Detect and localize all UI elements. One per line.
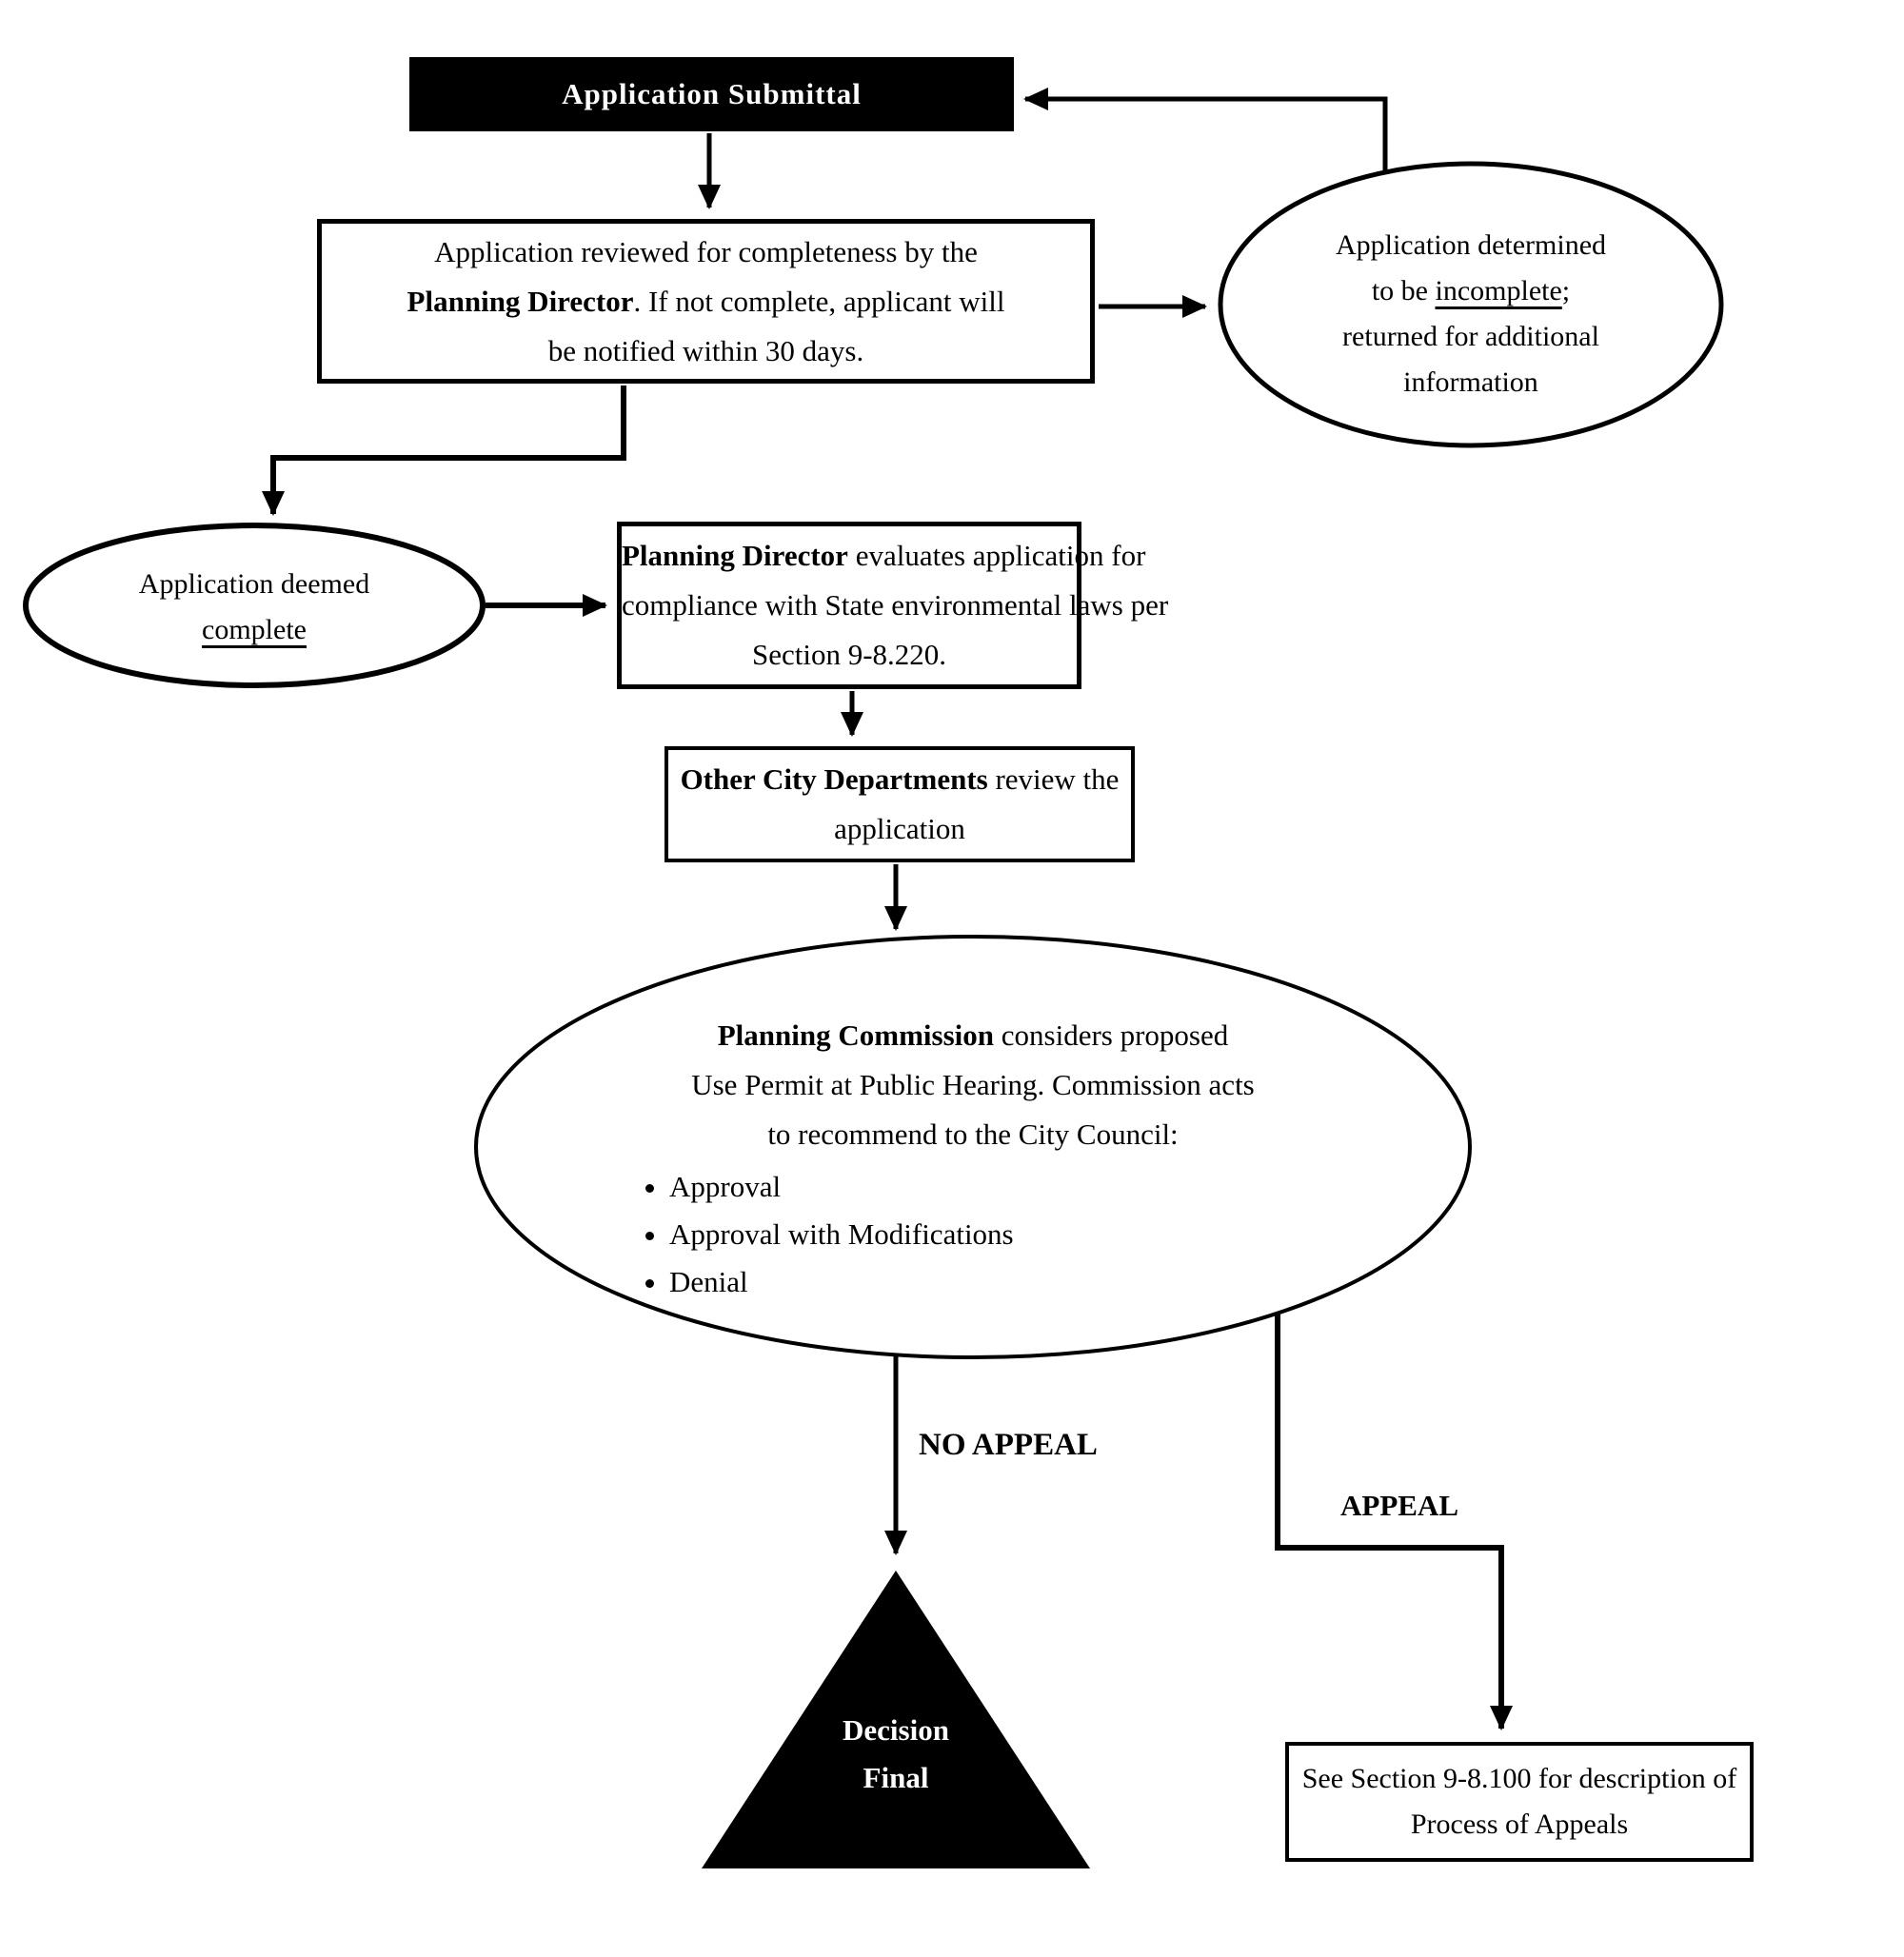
text-line: returned for additional bbox=[1342, 321, 1599, 352]
arrow-incomplete-to-submittal bbox=[1025, 99, 1385, 172]
text-line: Application reviewed for completeness by the bbox=[434, 234, 978, 268]
text-line: Final bbox=[863, 1761, 929, 1794]
evaluate-rest-text: evaluates application for bbox=[847, 539, 1146, 572]
node-complete bbox=[83, 560, 426, 655]
evaluate-bold-text: Planning Director bbox=[622, 539, 848, 572]
node-departments bbox=[664, 746, 1135, 862]
text-line: Section 9-8.220. bbox=[751, 638, 947, 671]
node-incomplete bbox=[1261, 221, 1680, 407]
departments-rest-text: review the bbox=[987, 762, 1120, 796]
text-line bbox=[1261, 268, 1680, 314]
departments-bold-text: Other City Departments bbox=[680, 762, 988, 796]
review-rest-text: . If not complete, applicant will bbox=[633, 284, 1005, 318]
bullet-item: • Approval with Modifications bbox=[669, 1211, 1014, 1258]
node-decision bbox=[753, 1707, 1039, 1802]
text-line bbox=[668, 755, 1131, 804]
node-appeal-info bbox=[1285, 1742, 1754, 1862]
arrow-review-to-complete bbox=[273, 385, 624, 514]
text-line: be notified within 30 days. bbox=[547, 333, 864, 367]
text-line: compliance with State environmental laws per bbox=[622, 588, 1169, 622]
complete-underlined-text: complete bbox=[202, 614, 307, 645]
text-line: information bbox=[1403, 366, 1538, 398]
review-bold-text: Planning Director bbox=[407, 284, 634, 318]
text-line: Application deemed bbox=[138, 568, 370, 600]
label-no-appeal: NO APPEAL bbox=[919, 1428, 1098, 1462]
node-application-submittal bbox=[409, 57, 1014, 131]
incomplete-underlined-text: incomplete bbox=[1435, 275, 1562, 306]
commission-bullet-list bbox=[635, 1163, 1014, 1306]
text-line bbox=[535, 1011, 1411, 1060]
text-line bbox=[83, 607, 426, 653]
incomplete-pre-text: to be bbox=[1371, 275, 1436, 306]
label-appeal: APPEAL bbox=[1340, 1489, 1458, 1522]
text-line: Application determined bbox=[1335, 229, 1607, 261]
node-evaluate bbox=[617, 522, 1169, 689]
node-commission bbox=[535, 1011, 1411, 1306]
text-line: application bbox=[834, 812, 965, 845]
bullet-item: • Denial bbox=[669, 1258, 1014, 1306]
text-line: See Section 9-8.100 for description of bbox=[1301, 1763, 1737, 1794]
text-line bbox=[622, 531, 1146, 581]
commission-rest-text: considers proposed bbox=[994, 1018, 1229, 1052]
text-line: Decision bbox=[843, 1713, 949, 1747]
text-line: Use Permit at Public Hearing. Commission acts bbox=[691, 1068, 1255, 1101]
application-submittal-label: Application Submittal bbox=[562, 77, 862, 110]
incomplete-post-text: ; bbox=[1561, 275, 1571, 306]
commission-bold-text: Planning Commission bbox=[717, 1018, 995, 1052]
node-review bbox=[317, 219, 1095, 384]
bullet-item: • Approval bbox=[669, 1163, 1014, 1211]
text-line: to recommend to the City Council: bbox=[767, 1117, 1179, 1151]
text-line bbox=[322, 277, 1090, 326]
text-line: Process of Appeals bbox=[1410, 1809, 1629, 1840]
